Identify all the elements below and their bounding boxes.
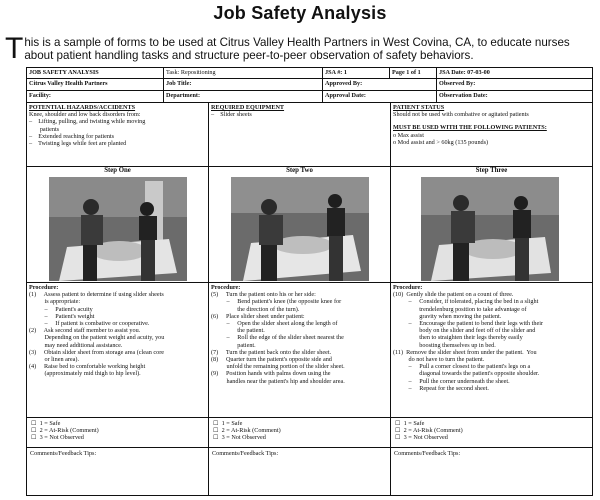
status-line: o Max assist — [393, 131, 424, 139]
comments-label: Comments/Feedback Tips: — [30, 450, 97, 457]
summary-row — [27, 103, 592, 167]
observation-date-field: Observation Date: — [439, 92, 488, 99]
procedure-line: – Bend patient's knee (the opposite knee for — [211, 298, 342, 306]
comments-step-one[interactable] — [27, 448, 209, 495]
equipment-line: – Slider sheets — [211, 111, 252, 119]
procedure-line: (4) Raise bed to comfortable working height — [29, 363, 146, 371]
procedure-line: gravity when moving the patient. — [393, 312, 502, 320]
rating-option[interactable]: ☐ 2 = At-Risk (Comment) — [213, 427, 281, 435]
jsa-form — [26, 67, 593, 496]
procedure-line: boosting themselves up in bed. — [393, 341, 496, 349]
procedure-line: body on the slider and feet off of the slider and — [393, 327, 536, 335]
procedure-line: (9) Position hands with palms down using the — [211, 370, 331, 378]
comments-step-two[interactable] — [209, 448, 391, 495]
intro-paragraph — [5, 32, 597, 65]
procedure-line: the direction of the turn). — [211, 305, 300, 313]
ratings-step-three — [391, 418, 592, 447]
rating-option[interactable]: ☐ 1 = Safe — [213, 420, 243, 427]
page-title: Job Safety Analysis — [213, 3, 387, 23]
step-two-photo — [231, 177, 369, 281]
rating-option[interactable]: ☐ 3 = Not Observed — [31, 434, 84, 442]
job-title-field: Job Title: — [164, 79, 323, 90]
procedure-line: do not have to turn the patient. — [393, 356, 485, 364]
procedure-heading: Procedure: — [393, 284, 423, 291]
hazard-line: – Lifting, pulling, and twisting while moving — [29, 118, 146, 126]
hazard-line: – Extended reaching for patients — [29, 132, 115, 140]
procedure-line: diagonal towards the patient's opposite shoulder. — [393, 370, 540, 378]
procedure-line: – Roll the edge of the slider sheet nearest the — [211, 334, 344, 342]
task-field: Task: Repositioning — [164, 68, 323, 78]
form-name: JOB SAFETY ANALYSIS — [27, 68, 164, 78]
intro-text: his is a sample of forms to be used at Citrus Valley Health Partners in West Covina, CA, to educate nurses about patient handling tasks and structure peer-to-peer observation of safety behaviors. — [24, 36, 570, 62]
step-one-photo — [49, 177, 187, 281]
procedure-line: Depending on the patient weight and acuity, you — [29, 334, 165, 342]
hazard-line: patients — [29, 125, 60, 133]
procedure-line: – Repeat for the second sheet. — [393, 384, 489, 392]
procedure-line: (1) Assess patient to determine if using slider sheets — [29, 291, 164, 299]
steps-row — [27, 167, 592, 283]
procedure-line: (8) Quarter turn the patient's opposite side and — [211, 356, 332, 364]
step-three — [391, 167, 592, 282]
status-must-heading: MUST BE USED WITH THE FOLLOWING PATIENTS: — [393, 124, 547, 132]
procedure-heading: Procedure: — [211, 284, 241, 291]
procedure-line: – Pull a corner closest to the patient's legs on a — [393, 363, 531, 371]
procedure-heading: Procedure: — [29, 284, 59, 291]
approved-by-field: Approved By: — [323, 79, 437, 90]
status-line: o Mod assist and > 60kg (135 pounds) — [393, 138, 489, 146]
procedure-line: then to straighten their legs thereby easily — [393, 334, 523, 342]
procedure-line: – Patient's weight — [29, 312, 95, 320]
step-three-photo — [421, 177, 559, 281]
procedure-line: (7) Turn the patient back onto the slider sheet. — [211, 348, 332, 356]
procedure-line: – Encourage the patient to bend their legs with their — [393, 320, 544, 328]
step-one-title: Step One — [104, 167, 131, 174]
hazards-heading: POTENTIAL HAZARDS/ACCIDENTS — [29, 104, 136, 111]
procedure-line: (approximately mid thigh to hip level). — [29, 370, 141, 378]
status-heading: PATIENT STATUS — [393, 104, 445, 111]
patient-status-section — [391, 103, 592, 166]
rating-option[interactable]: ☐ 3 = Not Observed — [395, 434, 448, 442]
rating-option[interactable]: ☐ 2 = At-Risk (Comment) — [395, 427, 463, 435]
procedure-line: – If patient is combative or cooperative. — [29, 320, 150, 328]
procedure-line: trendelenburg position to take advantage of — [393, 305, 527, 313]
procedure-line: – Pull the corner underneath the sheet. — [393, 377, 510, 385]
procedure-line: – Consider, if tolerated, placing the bed in a slight — [393, 298, 539, 306]
department-field: Department: — [164, 91, 323, 102]
jsa-number: JSA #: 1 — [323, 68, 390, 78]
observed-by-field: Observed By: — [439, 80, 476, 87]
comments-row — [27, 448, 592, 495]
step-two — [209, 167, 391, 282]
procedure-line: (6) Place slider sheet under patient: — [211, 312, 305, 320]
procedure-line: the patient. — [211, 327, 265, 335]
equipment-section — [209, 103, 391, 166]
procedure-line: (5) Turn the patient onto his or her side: — [211, 291, 316, 299]
organization-name: Citrus Valley Health Partners — [27, 79, 164, 90]
step-two-title: Step Two — [286, 167, 313, 174]
ratings-row — [27, 418, 592, 448]
rating-option[interactable]: ☐ 1 = Safe — [31, 420, 61, 427]
comments-step-three[interactable] — [391, 448, 592, 495]
drop-cap: T — [5, 32, 24, 65]
step-one — [27, 167, 209, 282]
procedure-line: – Patient's acuity — [29, 305, 93, 313]
procedure-line: (3) Obtain slider sheet from storage area (clean core — [29, 348, 165, 356]
facility-field: Facility: — [27, 91, 164, 102]
hazard-line: – Twisting legs while feet are planted — [29, 140, 127, 148]
procedure-line: or linen area). — [29, 356, 79, 364]
header-row-1 — [27, 68, 592, 79]
procedure-step-one — [27, 283, 209, 417]
procedure-line: – Open the slider sheet along the length of — [211, 320, 338, 328]
procedure-line: patient. — [211, 341, 256, 349]
page-count: Page 1 of 1 — [390, 68, 437, 78]
header-row-3 — [27, 91, 592, 103]
header-row-2 — [27, 79, 592, 91]
hazards-section — [27, 103, 209, 166]
equipment-heading: REQUIRED EQUIPMENT — [211, 104, 285, 111]
procedure-line: (2) Ask second staff member to assist you. — [29, 327, 141, 335]
status-line: Should not be used with combative or agitated patients — [393, 111, 529, 119]
procedure-step-three — [391, 283, 592, 417]
procedure-step-two — [209, 283, 391, 417]
jsa-date: JSA Date: 07-03-00 — [439, 69, 490, 76]
rating-option[interactable]: ☐ 3 = Not Observed — [213, 434, 266, 442]
ratings-step-one — [27, 418, 209, 447]
ratings-step-two — [209, 418, 391, 447]
rating-option[interactable]: ☐ 2 = At-Risk (Comment) — [31, 427, 99, 435]
procedures-row — [27, 283, 592, 418]
procedure-line: may need additional assistance. — [29, 341, 123, 349]
procedure-line: (11) Remove the slider sheet from under the patient. You — [393, 348, 537, 356]
comments-label: Comments/Feedback Tips: — [394, 450, 461, 457]
procedure-line: (10) Gently slide the patient on a count of three. — [393, 291, 514, 299]
comments-label: Comments/Feedback Tips: — [212, 450, 279, 457]
hazard-line: Knee, shoulder and low back disorders from: — [29, 111, 141, 119]
procedure-line: is appropriate: — [29, 298, 81, 306]
procedure-line: handles near the patient's hip and shoulder area. — [211, 377, 345, 385]
rating-option[interactable]: ☐ 1 = Safe — [395, 420, 425, 427]
step-three-title: Step Three — [475, 167, 508, 174]
procedure-line: unfold the remaining portion of the slider sheet. — [211, 363, 345, 371]
approval-date-field: Approval Date: — [323, 91, 437, 102]
